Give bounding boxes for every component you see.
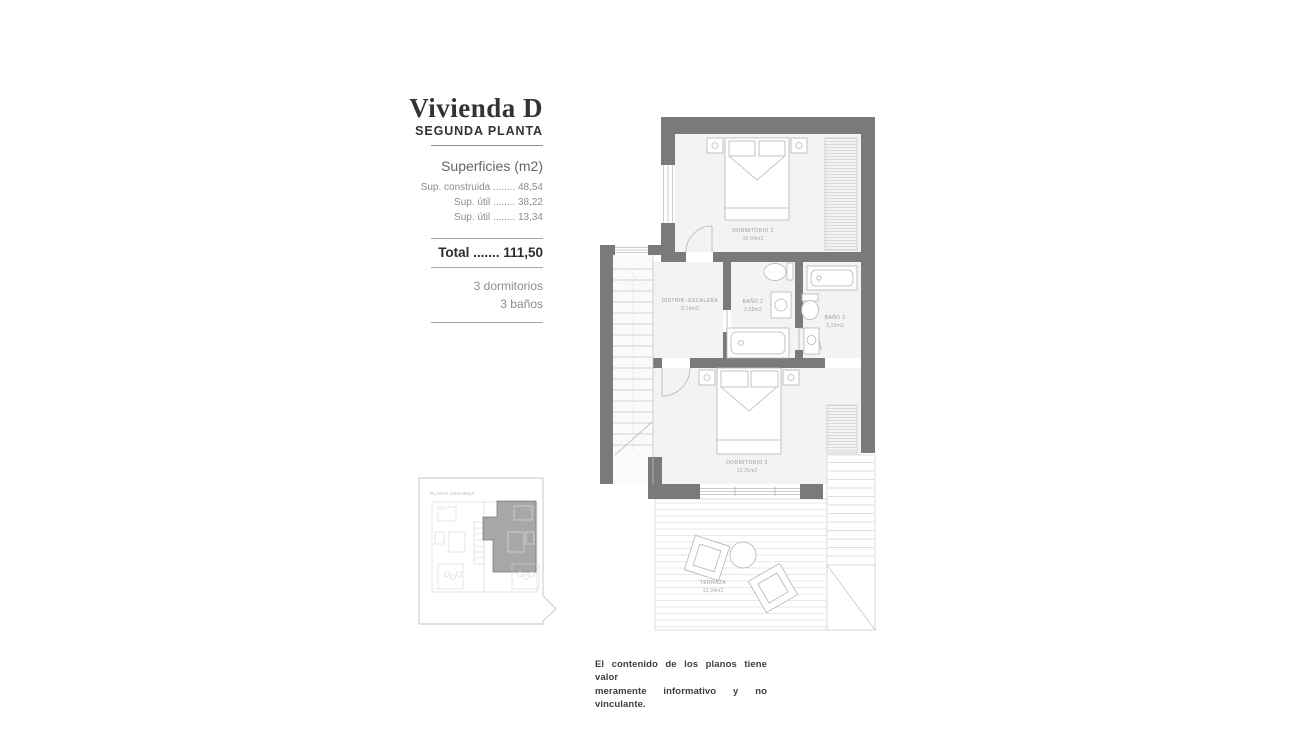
room-area-bano-3: 3,15m2 xyxy=(826,323,844,329)
toilet-icon xyxy=(802,301,819,320)
divider xyxy=(431,238,543,239)
superficies-heading: Superficies (m2) xyxy=(441,158,543,175)
floorplan-drawing xyxy=(595,110,880,635)
superficies-row: Sup. construida ........ 48,54 xyxy=(420,182,543,194)
room-area-bano-2: 3,58m2 xyxy=(744,307,762,313)
disclaimer-line-1: El contenido de los planos tiene valor xyxy=(595,659,767,684)
room-area-terraza: 13,34m2 xyxy=(702,588,724,594)
page-subtitle: SEGUNDA PLANTA xyxy=(415,124,543,139)
divider xyxy=(431,267,543,268)
info-panel xyxy=(363,94,543,323)
room-label-dormitorio-3: DORMITORIO 3 xyxy=(726,460,768,466)
room-area-dormitorio-2: 10,84m2 xyxy=(742,236,764,242)
room-area-distribuidor: 8,14m2 xyxy=(681,306,699,312)
slider-door-dorm3 xyxy=(700,485,800,498)
table-icon xyxy=(730,542,756,568)
disclaimer-line-2: meramente informativo y no vinculante. xyxy=(595,685,767,710)
window-dorm2 xyxy=(661,165,675,223)
room-label-bano-2: BAÑO 2 xyxy=(742,299,764,305)
wardrobe-dorm2-icon xyxy=(825,138,857,250)
wardrobe-dorm3-icon xyxy=(827,405,857,453)
keyplan xyxy=(418,476,558,631)
feature-dormitorios: 3 dormitorios xyxy=(473,279,543,294)
feature-banos: 3 baños xyxy=(500,297,543,312)
sink-icon xyxy=(804,328,819,354)
superficies-row: Sup. útil ........ 13,34 xyxy=(454,212,543,224)
divider xyxy=(431,322,543,323)
bathtub-icon xyxy=(727,328,789,358)
total-line: Total ....... 111,50 xyxy=(438,245,543,261)
terrace-side-stairs xyxy=(827,455,875,630)
features xyxy=(363,277,543,313)
staircase xyxy=(613,255,653,484)
window-stairwell xyxy=(615,245,648,255)
room-label-dormitorio-2: DORMITORIO 2 xyxy=(732,228,774,234)
room-label-bano-3: BAÑO 3 xyxy=(824,315,846,321)
keyplan-drawing xyxy=(418,476,558,631)
disclaimer xyxy=(595,658,767,711)
keyplan-label: PLANTA SEGUNDA xyxy=(430,491,475,496)
superficies-rows xyxy=(363,180,543,225)
room-area-dormitorio-3: 12,25m2 xyxy=(736,468,758,474)
room-label-distribuidor: DISTRIB.-ESCALERA xyxy=(661,298,719,304)
floorplan xyxy=(595,110,880,635)
page-title: Vivienda D xyxy=(409,93,543,123)
toilet-icon xyxy=(764,264,786,281)
sink-icon xyxy=(771,292,791,318)
superficies-row: Sup. útil ........ 38,22 xyxy=(454,197,543,209)
divider xyxy=(431,145,543,146)
room-label-terraza: TERRAZA xyxy=(699,580,727,586)
